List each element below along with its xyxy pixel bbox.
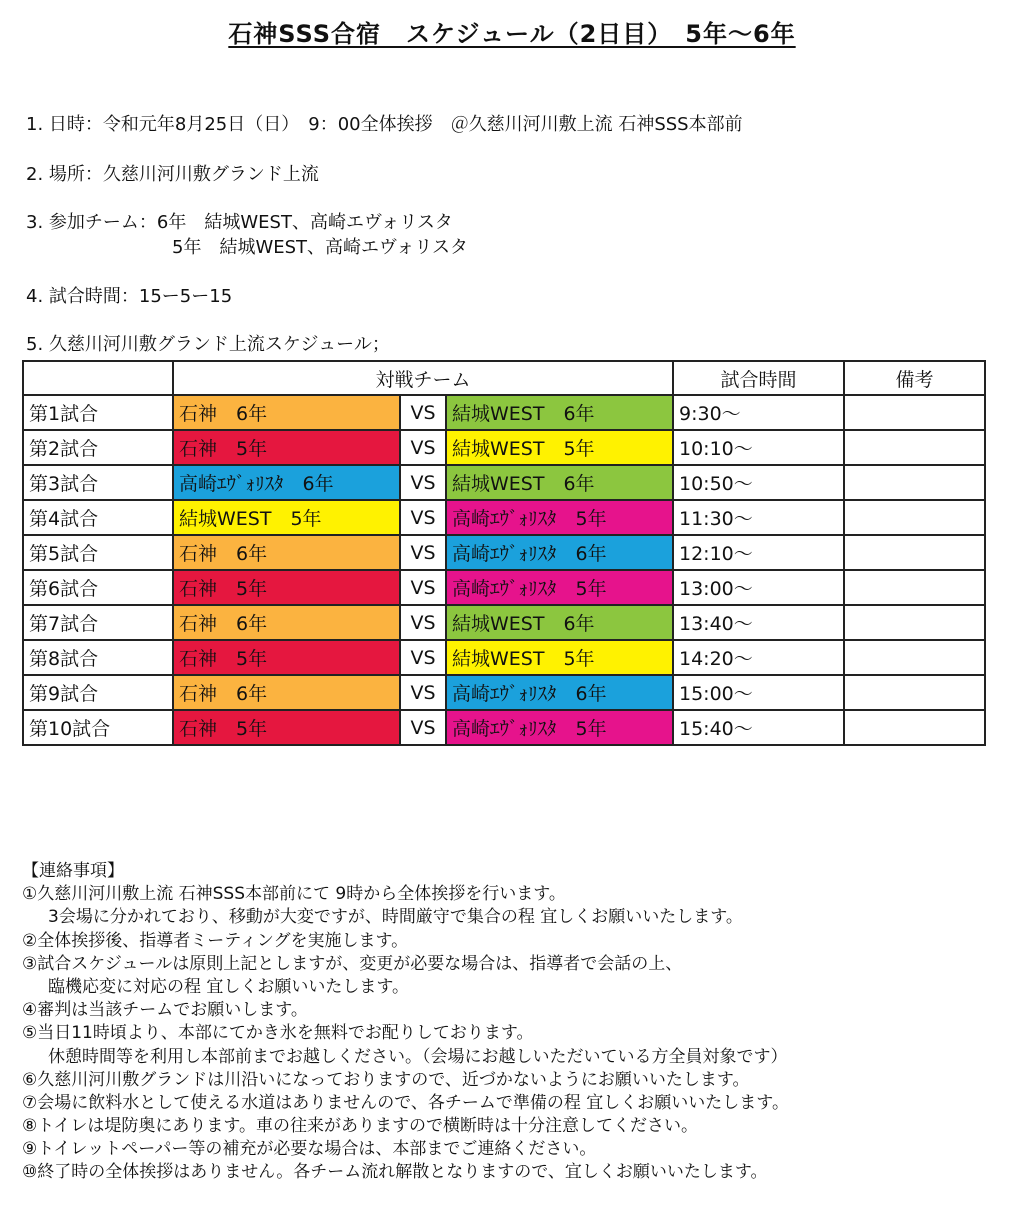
match-note — [844, 570, 985, 605]
match-note — [844, 535, 985, 570]
info-place: 2. 場所：久慈川河川敷グランド上流 — [26, 164, 319, 185]
team-a-cell: 石神 6年 — [173, 605, 400, 640]
note-line: ④審判は当該チームでお願いします。 — [22, 1000, 308, 1021]
match-label: 第6試合 — [23, 570, 173, 605]
note-line: ③試合スケジュールは原則上記としますが、変更が必要な場合は、指導者で会話の上、 — [22, 953, 683, 974]
vs-label: VS — [400, 465, 446, 500]
match-note — [844, 430, 985, 465]
note-line: ⑨トイレットペーパー等の補充が必要な場合は、本部までご連絡ください。 — [22, 1139, 597, 1160]
vs-label: VS — [400, 535, 446, 570]
note-line: ⑥久慈川河川敷グランドは川沿いになっておりますので、近づかないようにお願いいたします。 — [22, 1069, 750, 1090]
vs-label: VS — [400, 640, 446, 675]
vs-label: VS — [400, 605, 446, 640]
match-note — [844, 465, 985, 500]
notes-section — [22, 860, 789, 1185]
team-a-cell: 石神 6年 — [173, 675, 400, 710]
info-date: 1. 日時：令和元年8月25日（日） 9：00全体挨拶 ＠久慈川河川敷上流 石神SSS本部前 — [26, 114, 743, 135]
team-a-cell: 石神 5年 — [173, 710, 400, 745]
match-label: 第3試合 — [23, 465, 173, 500]
schedule-heading: 5. 久慈川河川敷グランド上流スケジュール； — [26, 334, 390, 355]
match-note — [844, 395, 985, 430]
note-line: ②全体挨拶後、指導者ミーティングを実施します。 — [22, 930, 409, 951]
team-b-cell: 高崎ｴｳﾞｫﾘｽﾀ 5年 — [446, 710, 673, 745]
header-matchup: 対戦チーム — [173, 361, 673, 395]
schedule-table — [22, 360, 986, 746]
team-a-cell: 高崎ｴｳﾞｫﾘｽﾀ 6年 — [173, 465, 400, 500]
match-label: 第1試合 — [23, 395, 173, 430]
match-label: 第5試合 — [23, 535, 173, 570]
match-note — [844, 710, 985, 745]
note-line: ⑧トイレは堤防奥にあります。車の往来がありますので横断時は十分注意してください。 — [22, 1116, 699, 1137]
team-b-cell: 高崎ｴｳﾞｫﾘｽﾀ 6年 — [446, 535, 673, 570]
match-note — [844, 675, 985, 710]
team-a-cell: 石神 5年 — [173, 430, 400, 465]
vs-label: VS — [400, 395, 446, 430]
table-row — [23, 430, 985, 465]
match-label: 第4試合 — [23, 500, 173, 535]
team-b-cell: 結城WEST 6年 — [446, 465, 673, 500]
match-note — [844, 605, 985, 640]
header-notes: 備考 — [844, 361, 985, 395]
info-match-time: 4. 試合時間：15ー5ー15 — [26, 286, 233, 307]
match-note — [844, 640, 985, 675]
vs-label: VS — [400, 710, 446, 745]
team-b-cell: 高崎ｴｳﾞｫﾘｽﾀ 5年 — [446, 570, 673, 605]
note-line: ⑤当日11時頃より、本部にてかき氷を無料でお配りしております。 — [22, 1023, 534, 1044]
note-line: ①久慈川河川敷上流 石神SSS本部前にて 9時から全体挨拶を行います。 — [22, 884, 566, 905]
vs-label: VS — [400, 500, 446, 535]
match-note — [844, 500, 985, 535]
team-b-cell: 結城WEST 6年 — [446, 395, 673, 430]
team-a-cell: 石神 5年 — [173, 640, 400, 675]
team-a-cell: 石神 6年 — [173, 535, 400, 570]
team-b-cell: 結城WEST 5年 — [446, 640, 673, 675]
team-a-cell: 石神 6年 — [173, 395, 400, 430]
match-time: 10:50〜 — [673, 465, 844, 500]
info-teams: 3. 参加チーム：6年 結城WEST、高崎エヴォリスタ — [26, 212, 453, 233]
match-label: 第9試合 — [23, 675, 173, 710]
match-time: 14:20〜 — [673, 640, 844, 675]
page-title: 石神SSS合宿 スケジュール（2日目） 5年〜6年 — [228, 20, 796, 48]
notes-heading: 【連絡事項】 — [22, 861, 124, 881]
table-header-row — [23, 361, 985, 395]
team-a-cell: 石神 5年 — [173, 570, 400, 605]
team-b-cell: 結城WEST 6年 — [446, 605, 673, 640]
note-line: ⑦会場に飲料水として使える水道はありませんので、各チームで準備の程 宜しくお願いいたします。 — [22, 1092, 789, 1113]
note-line: ⑩終了時の全体挨拶はありません。各チーム流れ解散となりますので、宜しくお願いいたします。 — [22, 1162, 768, 1183]
team-b-cell: 高崎ｴｳﾞｫﾘｽﾀ 6年 — [446, 675, 673, 710]
table-row — [23, 465, 985, 500]
match-time: 13:40〜 — [673, 605, 844, 640]
match-label: 第2試合 — [23, 430, 173, 465]
match-time: 15:40〜 — [673, 710, 844, 745]
note-line: 3会場に分かれており、移動が大変ですが、時間厳守で集合の程 宜しくお願いいたします。 — [48, 907, 743, 928]
team-a-cell: 結城WEST 5年 — [173, 500, 400, 535]
vs-label: VS — [400, 675, 446, 710]
table-row — [23, 570, 985, 605]
table-row — [23, 640, 985, 675]
match-time: 12:10〜 — [673, 535, 844, 570]
team-b-cell: 高崎ｴｳﾞｫﾘｽﾀ 5年 — [446, 500, 673, 535]
table-row — [23, 535, 985, 570]
match-label: 第10試合 — [23, 710, 173, 745]
match-label: 第7試合 — [23, 605, 173, 640]
vs-label: VS — [400, 570, 446, 605]
note-line: 休憩時間等を利用し本部前までお越しください。（会場にお越しいただいている方全員対象です） — [48, 1046, 788, 1067]
note-line: 臨機応変に対応の程 宜しくお願いいたします。 — [48, 976, 410, 997]
table-row — [23, 500, 985, 535]
info-teams-5th: 5年 結城WEST、高崎エヴォリスタ — [172, 237, 468, 258]
header-time: 試合時間 — [673, 361, 844, 395]
match-time: 15:00〜 — [673, 675, 844, 710]
match-time: 9:30〜 — [673, 395, 844, 430]
table-row — [23, 675, 985, 710]
team-b-cell: 結城WEST 5年 — [446, 430, 673, 465]
match-time: 11:30〜 — [673, 500, 844, 535]
match-label: 第8試合 — [23, 640, 173, 675]
match-time: 13:00〜 — [673, 570, 844, 605]
match-time: 10:10〜 — [673, 430, 844, 465]
vs-label: VS — [400, 430, 446, 465]
header-blank — [23, 361, 173, 395]
table-row — [23, 710, 985, 745]
table-row — [23, 395, 985, 430]
table-row — [23, 605, 985, 640]
